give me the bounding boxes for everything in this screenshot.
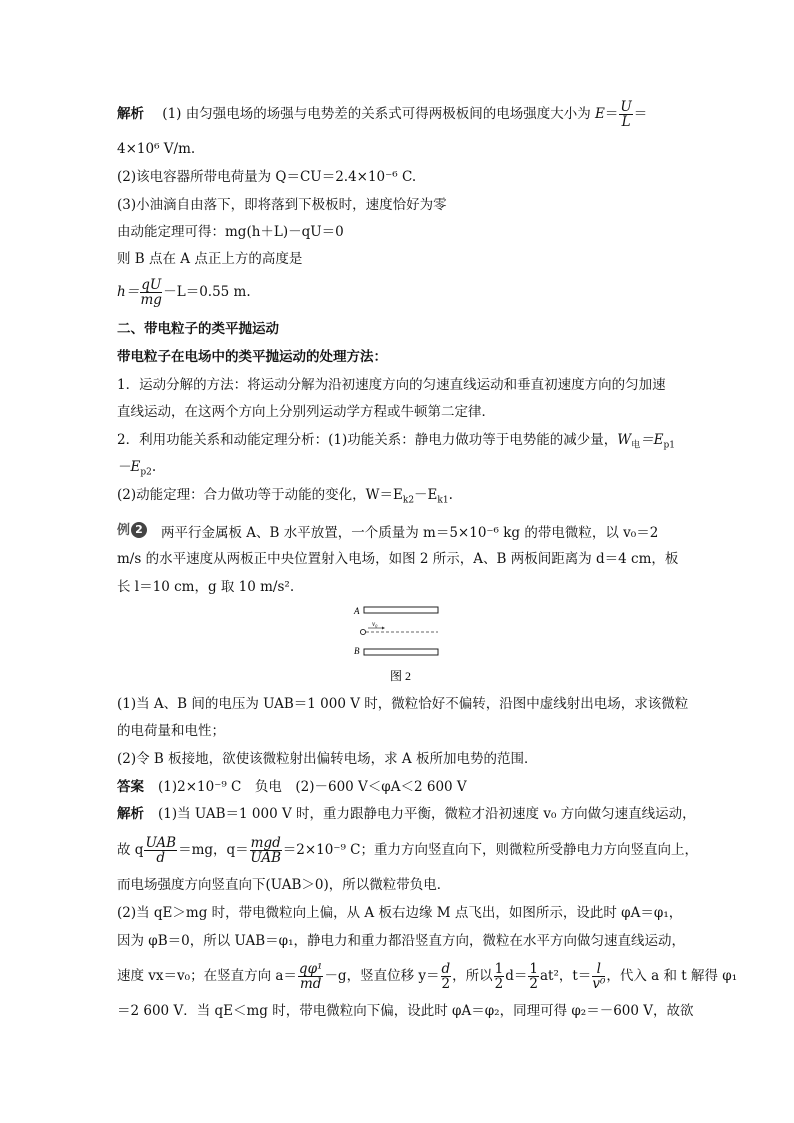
plate-A-label: A	[354, 606, 360, 616]
text-line: m/s 的水平速度从两板正中央位置射入电场，如图 2 所示，A、B 两板间距离为 d＝4 cm，板	[117, 551, 679, 567]
particle	[360, 629, 365, 634]
text-line: (2)该电容器所带电荷量为 Q＝CU＝2.4×10⁻⁶ C.	[117, 169, 417, 185]
text-line: (2)动能定理：合力做功等于动能的变化，$W=E_{k2}-E_{k1}$.	[117, 487, 453, 506]
solution-label: 解析	[117, 806, 144, 822]
figure-parallel-plates	[350, 602, 450, 688]
text-line: 长 l＝10 cm，g 取 10 m/s².	[117, 579, 295, 595]
example-line-1: 例 2 两平行金属板 A、B 水平放置，一个质量为 m＝5×10⁻⁶ kg 的带电微粒，以 v₀＝2	[117, 523, 659, 541]
plate-B-label: B	[354, 646, 360, 656]
text-line: h＝ $\frac{qU}{mg}$ －L＝0.55 m.	[117, 277, 251, 308]
example-badge: 例 2	[117, 522, 151, 540]
section-heading: 二、带电粒子的类平抛运动	[117, 321, 279, 337]
plate-A	[364, 607, 438, 613]
text-line: 的电荷量和电性；	[117, 723, 225, 739]
question-1: (1)当 A、B 间的电压为 UAB＝1 000 V 时，微粒恰好不偏转，沿图中虚线射出电场，求该微粒	[117, 696, 689, 712]
text-line: 因为 φB＝0，所以 UAB＝φ₁，静电力和重力都沿竖直方向，微粒在水平方向做匀速直线运动，	[117, 933, 686, 949]
text-line: 则 B 点在 A 点正上方的高度是	[117, 251, 303, 267]
text-line: 故 q $\frac{\text{UAB}}{d}$ ＝mg，q＝ $\frac{\text{mgd}}{\text{UAB}}$ ＝2×10⁻⁹ C；重力方向竖直向下，则微粒所受静电力方向竖直向上，	[117, 835, 699, 866]
text-line: (2)当 qE＞mg 时，带电微粒向上偏，从 A 板右边缘 M 点飞出，如图所示，设此时 φA＝φ₁，	[117, 905, 683, 921]
solution-2-line-1: 解析 (1)当 UAB＝1 000 V 时，重力跟静电力平衡，微粒才沿初速度 v₀ 方向做匀速直线运动，	[117, 806, 696, 822]
text-line: 直线运动，在这两个方向上分别列运动学方程或牛顿第二定律．	[117, 404, 495, 420]
fraction-U-over-L: $\frac{U}{L}$	[620, 99, 632, 130]
velocity-label: v₀	[372, 620, 378, 628]
text-line: $-E_{p2}$.	[117, 459, 157, 478]
solution-label: 解析	[117, 106, 144, 122]
subheading: 带电粒子在电场中的类平抛运动的处理方法：	[117, 349, 387, 365]
text-line: (3)小油滴自由落下，即将落到下极板时，速度恰好为零	[117, 197, 447, 213]
answer-line: 答案 (1)2×10⁻⁹ C 负电 (2)－600 V＜φA＜2 600 V	[117, 779, 467, 795]
text-line: 2．利用功能关系和动能定理分析：(1)功能关系：静电力做功等于电势能的减少量，$W_电=E_{p1}$	[117, 432, 675, 451]
question-2: (2)令 B 板接地，欲使该微粒射出偏转电场，求 A 板所加电势的范围．	[117, 751, 538, 767]
text-line: 速度 vx＝v₀；在竖直方向 a＝ $\frac{\text{qφ¹}}{md}$ －g，竖直位移 y＝ $\frac{d}{2}$ ，所以 $\frac{1}{2}$ d＝ $\frac{1}{2}$ at²，t＝ $\frac{l}{\text{v⁰}}$ ，代入 a 和 t 解得 φ₁	[117, 961, 738, 992]
text-line: 1．运动分解的方法：将运动分解为沿初速度方向的匀速直线运动和垂直初速度方向的匀加速	[117, 377, 666, 393]
text-line: 由动能定理可得：mg(h＋L)－qU＝0	[117, 224, 344, 240]
plate-B	[364, 649, 438, 655]
solution-line-1: 解析 (1) 由匀强电场的场强与电势差的关系式可得两极板间的电场强度大小为 E＝ $\frac{U}{L}$ ＝	[117, 99, 648, 130]
text-line: ＝2 600 V．当 qE＜mg 时，带电微粒向下偏，设此时 φA＝φ₂，同理可得 φ₂＝－600 V，故欲	[117, 1003, 694, 1019]
figure-caption: 图 2	[390, 669, 412, 683]
text-line: 4×10⁶ V/m.	[117, 141, 196, 157]
answer-label: 答案	[117, 779, 144, 795]
fraction-qU-over-mg: $\frac{qU}{mg}$	[140, 277, 162, 308]
text-line: 而电场强度方向竖直向下(UAB＞0)，所以微粒带负电．	[117, 877, 451, 893]
